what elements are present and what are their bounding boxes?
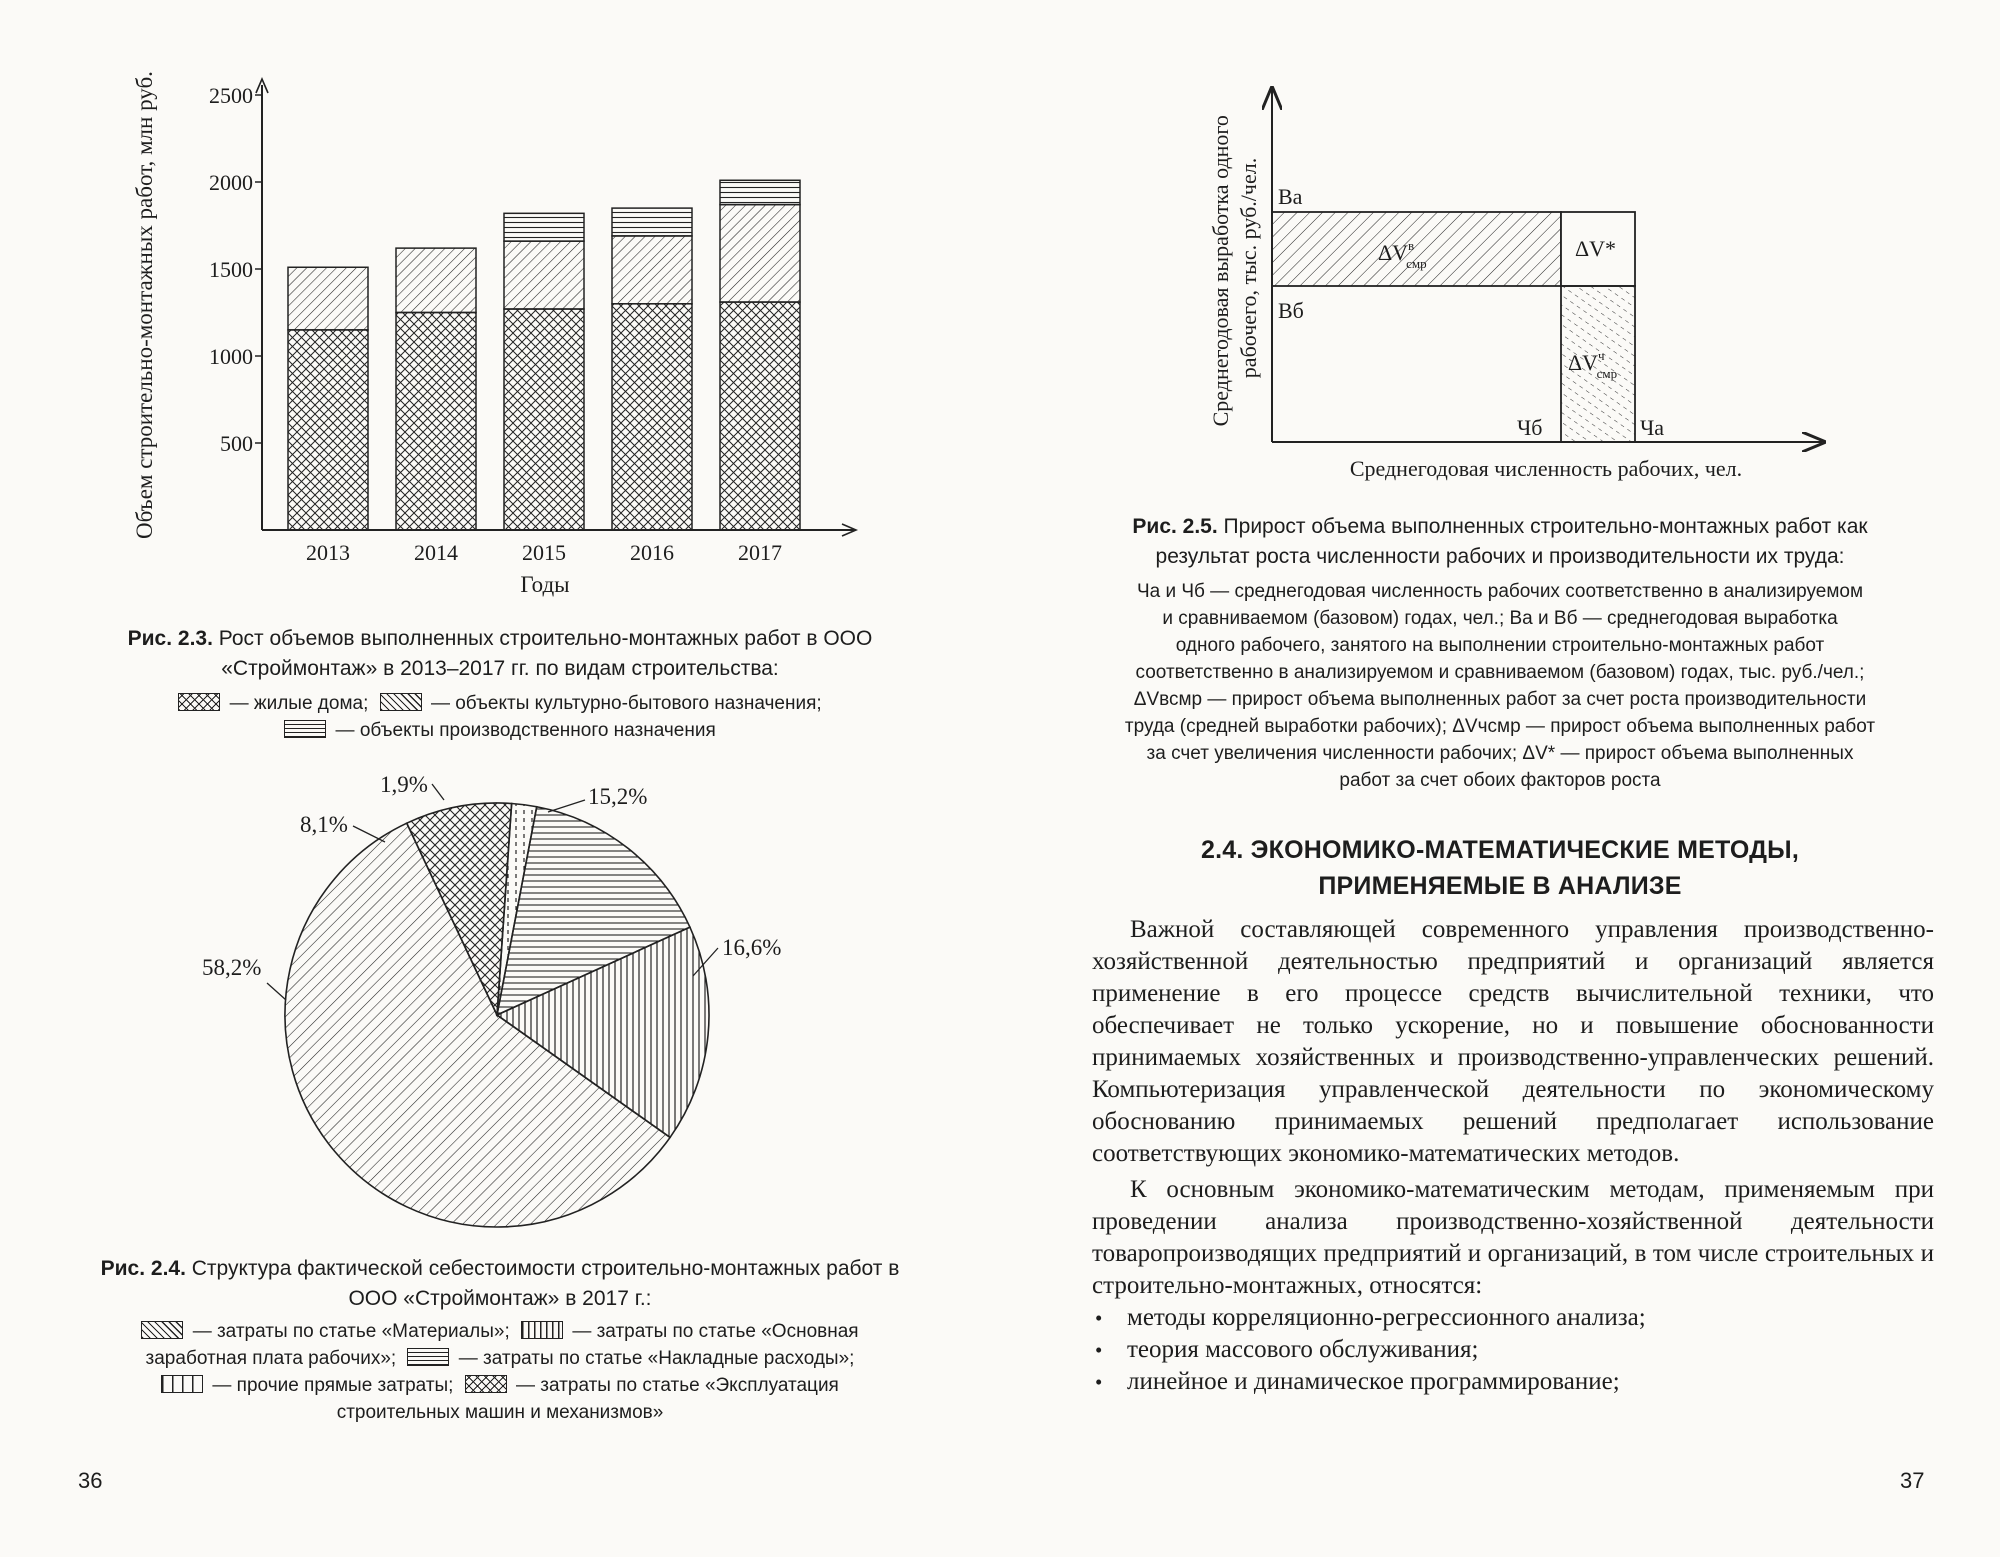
horizontal-swatch-icon [407,1348,449,1366]
crosshatch-swatch-icon [465,1375,507,1393]
y-tick-label: 2500 [209,83,253,108]
note-line: и сравниваемом (базовом) годах, чел.; Ва и Вб — среднегодовая выработка [1162,608,1838,629]
list-item: • линейное и динамическое программирование; [1092,1366,1934,1398]
label-dv-combined: ΔV* [1575,236,1617,261]
fig24-legend-machines-a: — затраты по статье «Эксплуатация [516,1375,839,1396]
bar-segment-diagonal [720,205,800,302]
note-line: за счет увеличения численности рабочих; ΔV* — прирост объема выполненных [1146,743,1854,764]
pie-leader-line [353,826,385,842]
fig23-legend [80,690,920,744]
right-page [1000,0,2000,1557]
bar-segment-diagonal [504,241,584,309]
fig23-caption [80,624,920,684]
x-tick-label: 2013 [306,540,350,565]
fig23-legend-row-1 [80,690,920,717]
pie-leader-line [267,983,286,1000]
label-chb: Чб [1517,415,1543,440]
fig24-label: Рис. 2.4. [100,1257,186,1280]
fig23-legend-row-2 [80,717,920,744]
fig25-caption [1090,512,1910,572]
section-body [1092,914,1934,1398]
page-number-right: 37 [1900,1468,1925,1493]
bar-segment-diagonal [288,267,368,330]
fig24-legend-row-2 [80,1345,920,1372]
fig24-caption [80,1254,920,1314]
vertical-swatch-icon [521,1321,563,1339]
fig23-legend-cultural: — объекты культурно-бытового назначения; [430,693,822,714]
bar-segment-horizontal [612,208,692,236]
x-tick-label: 2015 [522,540,566,565]
productivity-diagram [1000,0,2000,500]
diagonal-swatch-icon [141,1321,183,1339]
section-heading-line-1: 2.4. ЭКОНОМИКО-МАТЕМАТИЧЕСКИЕ МЕТОДЫ, [1201,836,1799,864]
list-item: • методы корреляционно-регрессионного анализа; [1092,1302,1934,1334]
dashed-swatch-icon [161,1375,203,1393]
fig23-legend-housing: — жилые дома; [229,693,369,714]
note-line: соответственно в анализируемом и сравниваемом (базовом) годах, тыс. руб./чел.; [1135,662,1865,683]
chart-ylabel [132,71,157,539]
section-heading-line-2: ПРИМЕНЯЕМЫЕ В АНАЛИЗЕ [1318,872,1682,900]
productivity-gain-area [1272,212,1561,286]
label-bb: Вб [1278,298,1304,323]
bar-segment-crosshatch [396,313,476,531]
fig23-label: Рис. 2.3. [127,627,213,650]
label-dv-workforce: $\Delta V^ч$ смр [1568,348,1618,381]
y-tick-label: 1000 [209,344,253,369]
x-tick-label: 2016 [630,540,674,565]
note-line: работ за счет обоих факторов роста [1339,770,1661,791]
fig24-legend-wages-a: — затраты по статье «Основная [572,1321,859,1342]
bar-segment-crosshatch [720,302,800,530]
fig24-legend-row-4 [80,1399,920,1426]
fig24-legend-row-3 [80,1372,920,1399]
bar-segment-crosshatch [504,309,584,530]
list-item: • теория массового обслуживания; [1092,1334,1934,1366]
pie-leader-line [548,800,585,812]
chart-ylabel-text: Объем строительно-монтажных работ, млн руб. [132,71,157,539]
crosshatch-swatch-icon [178,693,220,711]
label-cha: Ча [1640,415,1665,440]
fig25-title: Прирост объема выполненных строительно-монтажных работ как результат роста численности рабочих и производительности их труда: [1155,515,1868,568]
bar-segment-crosshatch [288,330,368,530]
paragraph-2: К основным экономико-математическим методам, применяемым при проведении анализа производственно-хозяйственной деятельности товаропроизводящих предприятий и организаций, в том числе строительных и строительно-монтажных, относятся: [1092,1176,1934,1299]
horizontal-swatch-icon [284,720,326,738]
fig24-legend-materials: — затраты по статье «Материалы»; [192,1321,510,1342]
note-line: труда (средней выработки рабочих); ΔVчсмр — прирост объема выполненных работ [1124,716,1876,737]
note-line: Ча и Чб — среднегодовая численность рабочих соответственно в анализируемом [1136,581,1864,602]
paragraph-1: Важной составляющей современного управления производственно-хозяйственной деятельностью предприятий и организаций является применение в его процессе средств вычислительной техники, что обеспечивает не только ускорение, но и повышение обоснованности принимаемых хозяйственных и производственно-управленческих решений. Компьютеризация управленческой деятельности по экономическому обоснованию принимаемых решений предполагает использование соответствующих экономико-математических методов. [1092,916,1934,1167]
bar-segment-horizontal [504,213,584,241]
fig24-legend-other: — прочие прямые затраты; [212,1375,454,1396]
fig24-legend [80,1318,920,1426]
y-tick-label: 1500 [209,257,253,282]
label-dv-productivity: $\Delta V^в$ смр [1378,238,1427,271]
bar-segment-diagonal [612,236,692,304]
pie-slice-label: 16,6% [722,935,782,960]
note-line: ΔVвсмр — прирост объема выполненных работ за счет роста производительности [1133,689,1867,710]
page-number-left: 36 [78,1468,103,1493]
pie-chart [0,770,1000,1250]
pie-slice-label: 58,2% [202,955,262,980]
y-tick-label: 2000 [209,170,253,195]
diagram-xlabel: Среднегодовая численность рабочих, чел. [1349,456,1743,481]
label-ba: Ва [1278,184,1303,209]
pie-slice-label: 8,1% [300,812,348,837]
fig25-note [1060,578,1940,794]
pie-slice-label: 1,9% [380,772,428,797]
chart-xlabel: Годы [520,572,570,597]
section-heading [1090,832,1910,904]
fig24-legend-wages-b: заработная плата рабочих»; [145,1348,397,1369]
note-line: одного рабочего, занятого на выполнении строительно-монтажных работ [1175,635,1825,656]
bar-segment-diagonal [396,248,476,312]
fig24-legend-row-1 [80,1318,920,1345]
y-tick-label: 500 [220,431,253,456]
bar-chart [0,0,1000,620]
pie-slice-label: 15,2% [588,784,648,809]
fig23-legend-industrial: — объекты производственного назначения [335,720,716,741]
pie-leader-line [432,784,444,800]
fig24-legend-machines-b: строительных машин и механизмов» [336,1402,664,1423]
x-tick-label: 2017 [738,540,782,565]
fig25-label: Рис. 2.5. [1132,515,1218,538]
bar-segment-horizontal [720,180,800,204]
fig24-legend-overhead: — затраты по статье «Накладные расходы»; [458,1348,855,1369]
diagonal-swatch-icon [380,693,422,711]
fig24-title: Структура фактической себестоимости строительно-монтажных работ в ООО «Строймонтаж» в 2017 г.: [191,1257,900,1310]
fig23-title: Рост объемов выполненных строительно-монтажных работ в ООО «Строймонтаж» в 2013–2017 гг. по видам строительства: [218,627,873,680]
diagram-ylabel: Среднегодовая выработка одного рабочего, тыс. руб./чел. [1208,115,1261,427]
x-tick-label: 2014 [414,540,458,565]
methods-list [1092,1302,1934,1398]
bar-segment-crosshatch [612,304,692,530]
